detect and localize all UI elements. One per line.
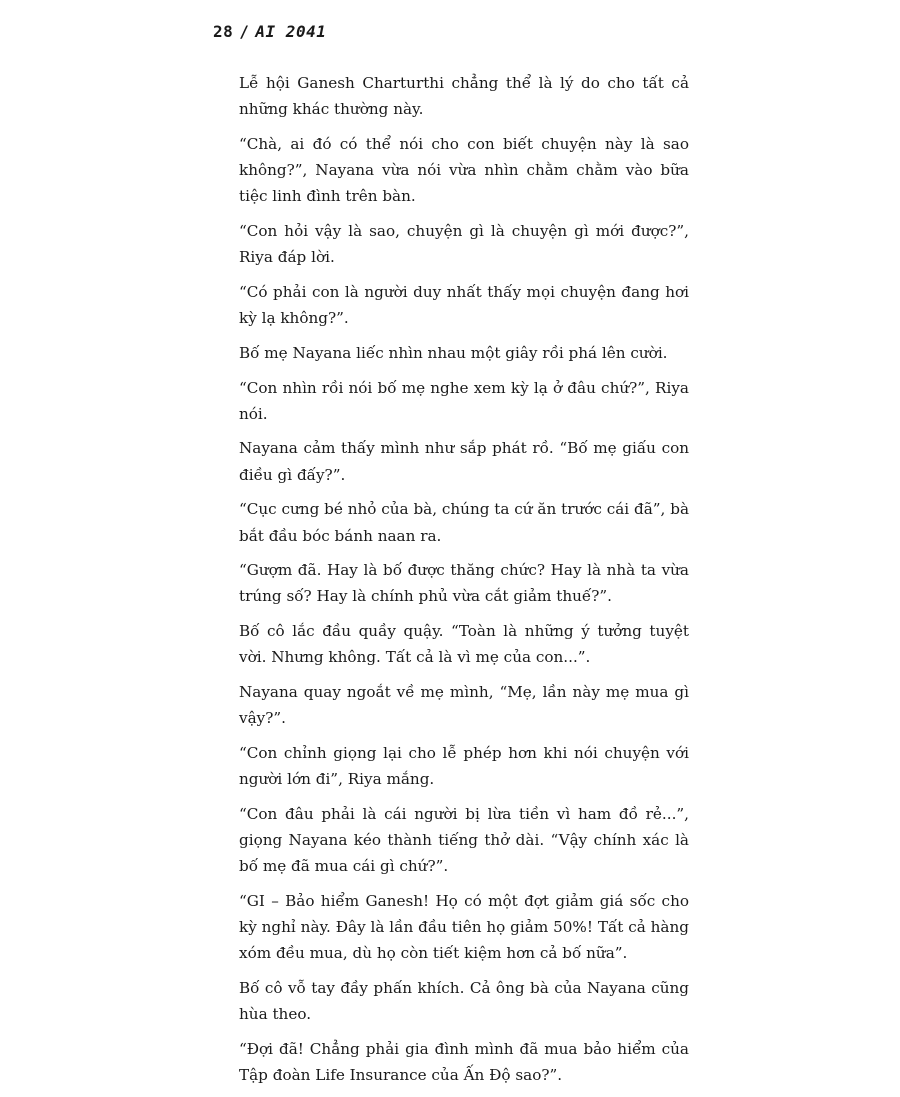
running-head <box>213 22 326 41</box>
paragraph: “Chà, ai đó có thể nói cho con biết chuyện này là sao không?”, Nayana vừa nói vừa nhìn chằm chằm vào bữa tiệc linh đình trên bàn. <box>239 134 689 206</box>
paragraph: Bố cô lắc đầu quầy quậy. “Toàn là những ý tưởng tuyệt vời. Nhưng không. Tất cả là vì mẹ của con...”. <box>239 622 689 667</box>
paragraph: Lễ hội Ganesh Charturthi chẳng thể là lý do cho tất cả những khác thường này. <box>239 74 689 119</box>
paragraph: “Con chỉnh giọng lại cho lễ phép hơn khi nói chuyện với người lớn đi”, Riya mắng. <box>239 743 689 789</box>
book-title: AI 2041 <box>255 22 327 41</box>
paragraph: Nayana quay ngoắt về mẹ mình, “Mẹ, lần này mẹ mua gì vậy?”. <box>239 683 689 728</box>
paragraph: “Con nhìn rồi nói bố mẹ nghe xem kỳ lạ ở đâu chứ?”, Riya nói. <box>239 378 689 423</box>
page-number: 28 <box>213 22 234 41</box>
paragraph: Bố mẹ Nayana liếc nhìn nhau một giây rồi phá lên cười. <box>239 343 668 362</box>
header-separator: / <box>239 22 250 41</box>
paragraph: “Có phải con là người duy nhất thấy mọi chuyện đang hơi kỳ lạ không?”. <box>239 282 689 328</box>
paragraph: “Gượm đã. Hay là bố được thăng chức? Hay là nhà ta vừa trúng số? Hay là chính phủ vừa cắt giảm thuế?”. <box>239 561 689 606</box>
paragraph: Bố cô vỗ tay đầy phấn khích. Cả ông bà của Nayana cũng hùa theo. <box>239 979 689 1024</box>
body-text <box>239 70 689 1097</box>
paragraph: “Đợi đã! Chẳng phải gia đình mình đã mua bảo hiểm của Tập đoàn Life Insurance của Ấn Độ sao?”. <box>239 1040 689 1085</box>
paragraph: “Cục cưng bé nhỏ của bà, chúng ta cứ ăn trước cái đã”, bà bắt đầu bóc bánh naan ra. <box>239 500 689 545</box>
paragraph: Nayana cảm thấy mình như sắp phát rồ. “Bố mẹ giấu con điều gì đấy?”. <box>239 439 689 484</box>
paragraph: “Con đâu phải là cái người bị lừa tiền vì ham đồ rẻ...”, giọng Nayana kéo thành tiếng thở dài. “Vậy chính xác là bố mẹ đã mua cái gì chứ?”. <box>239 804 689 876</box>
paragraph: “GI – Bảo hiểm Ganesh! Họ có một đợt giảm giá sốc cho kỳ nghỉ này. Đây là lần đầu tiên họ giảm 50%! Tất cả hàng xóm đều mua, dù họ còn tiết kiệm hơn cả bố nữa”. <box>239 891 689 963</box>
paragraph: “Con hỏi vậy là sao, chuyện gì là chuyện gì mới được?”, Riya đáp lời. <box>239 222 689 267</box>
